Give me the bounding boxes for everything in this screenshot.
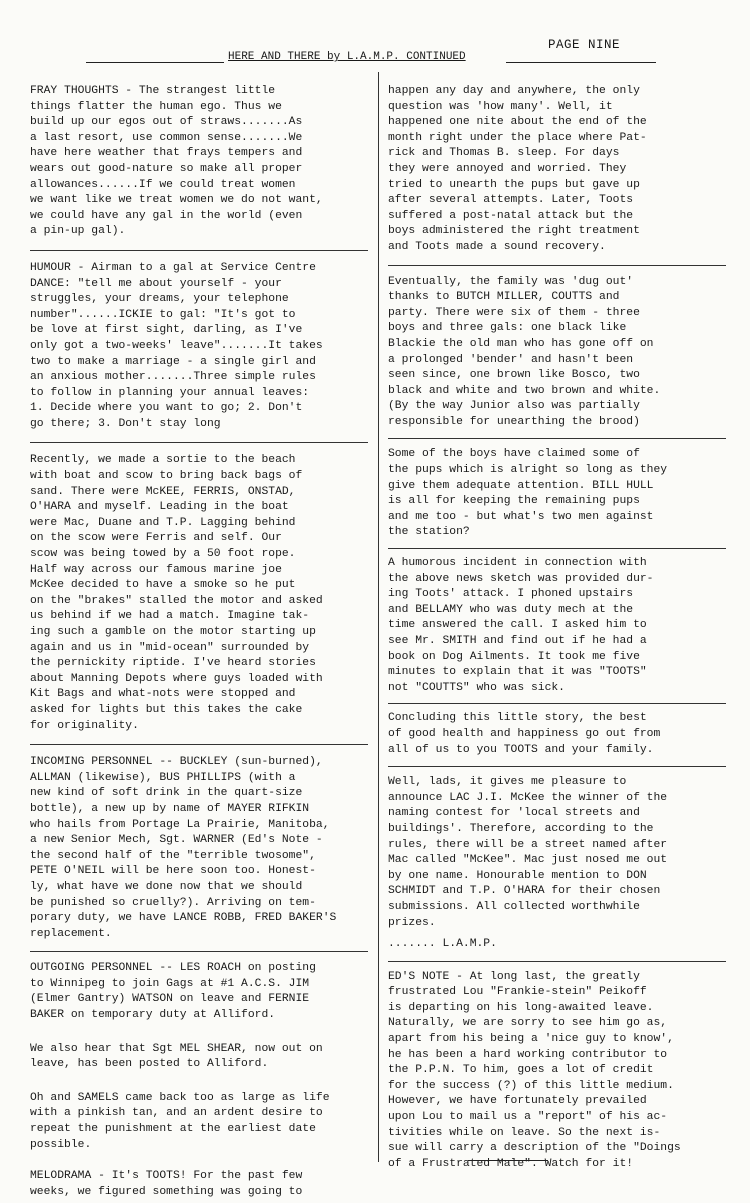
section-rule (388, 766, 726, 767)
article-paragraph: OUTGOING PERSONNEL -- LES ROACH on posting to Winnipeg to join Gags at #1 A.C.S. JIM (Elmer Gantry) WATSON on leave and FERNIE BAKER on temporary duty at Alliford. (30, 962, 316, 1022)
section-rule (388, 265, 726, 266)
article-paragraph: Some of the boys have claimed some of the pups which is alright so long as they give them adequate attention. BILL HULL is all for keeping the remaining pups and me too - but what's two men against the station? (388, 448, 668, 539)
article-paragraph: MELODRAMA - It's TOOTS! For the past few weeks, we figured something was going to (30, 1170, 303, 1198)
section-rule (388, 961, 726, 962)
article-paragraph: INCOMING PERSONNEL -- BUCKLEY (sun-burned), ALLMAN (likewise), BUS PHILLIPS (with a new kind of soft drink in the quart-size bottle), a new up by name of MAYER RIFKIN who hails from Portage La Prairie, Manitoba, a new Senior Mech, Sgt. WARNER (Ed's Note - the second half of the "terrible twosome", PETE O'NEIL will be here soon too. Honest- ly, what have we done now that we should be punished so cruelly?). Arriving on tem- porary duty, we have LANCE ROBB, FRED BAKER'S replacement. (30, 756, 337, 940)
bottom-rule (468, 1160, 548, 1161)
page-number: PAGE NINE (548, 38, 621, 52)
section-rule (30, 442, 368, 443)
article-paragraph: FRAY THOUGHTS - The strangest little things flatter the human ego. Thus we build up our egos out of straws.......As a last resort, use common sense.......We have here weather that frays tempers and wears out good-nature so make all proper allowances......If we could treat women we want like we treat women we do not want, we could have any gal in the world (even a pin-up gal). (30, 85, 323, 238)
section-rule (388, 703, 726, 704)
article-paragraph: Concluding this little story, the best of good health and happiness go out from all of us to you TOOTS and your family. (388, 712, 661, 756)
article-paragraph: Oh and SAMELS came back too as large as life with a pinkish tan, and an ardent desire to repeat the punishment at the earliest date possible. (30, 1091, 330, 1151)
page-header: HERE AND THERE by L.A.M.P. CONTINUED (228, 51, 466, 63)
article-paragraph: happen any day and anywhere, the only question was 'how many'. Well, it happened one nite about the end of the month right under the place where Pat- rick and Thomas B. sleep. For days they were annoyed and worried. They tried to unearth the pups but gave up after several attempts. Later, Toots suffered a post-natal attack but the boys administered the right treatment and Toots made a sound recovery. (388, 85, 647, 253)
article-paragraph: ....... L.A.M.P. (388, 938, 497, 951)
article-paragraph: HUMOUR - Airman to a gal at Service Centre DANCE: "tell me about yourself - your struggles, your dreams, your telephone number"......ICKIE to gal: "It's got to be love at first sight, darling, as I've only got a two-weeks' leave".......It takes two to make a marriage - a single girl and an anxious mother.......Three simple rules to follow in planning your annual leaves: 1. Decide where you want to go; 2. Don't go there; 3. Don't stay long (30, 261, 323, 430)
column-divider (378, 72, 379, 1162)
section-rule (30, 250, 368, 251)
left-column (30, 84, 368, 1200)
header-rule-left (86, 62, 224, 63)
section-rule (388, 438, 726, 439)
article-paragraph: We also hear that Sgt MEL SHEAR, now out on leave, has been posted to Alliford. (30, 1042, 323, 1071)
section-rule (30, 744, 368, 745)
article-paragraph: Recently, we made a sortie to the beach with boat and scow to bring back bags of sand. There were McKEE, FERRIS, ONSTAD, O'HARA and myself. Leading in the boat were Mac, Duane and T.P. Lagging behind on the scow were Ferris and self. Our scow was being towed by a 50 foot rope. Half way across our famous marine joe McKee decided to have a smoke so he put on the "brakes" stalled the motor and asked us behind if we had a match. Imagine tak- ing such a gamble on the motor starting up again and us in "mid-ocean" surrounded by the pernickity riptide. I've heard stories about Manning Depots where guys loaded with Kit Bags and what-nots were stopped and asked for lights but this takes the cake for originality. (30, 454, 323, 732)
right-column (388, 84, 726, 1172)
section-rule (30, 951, 368, 952)
article-paragraph: ED'S NOTE - At long last, the greatly frustrated Lou "Frankie-stein" Peikoff is departing on his long-awaited leave. Naturally, we are sorry to see him go as, apart from his being a 'nice guy to know', he has been a hard working contributor to the P.P.N. To him, goes a lot of credit for the success (?) of this little medium. However, we have fortunately prevailed upon Lou to mail us a "report" of his ac- tivities while on leave. So the next is- sue will carry a description of the "Doings of a Frustrated Male". Watch for it! (388, 970, 681, 1170)
header-rule-right (506, 62, 656, 63)
article-paragraph: Eventually, the family was 'dug out' thanks to BUTCH MILLER, COUTTS and party. There were six of them - three boys and three gals: one black like Blackie the old man who has gone off on a prolonged 'bender' and hasn't been seen since, one brown like Bosco, two black and white and two brown and white. (By the way Junior also was partially responsible for unearthing the brood) (388, 275, 661, 428)
article-paragraph: A humorous incident in connection with the above news sketch was provided dur- ing Toots' attack. I phoned upstairs and BELLAMY who was duty mech at the time answered the call. I asked him to see Mr. SMITH and find out if he had a book on Dog Ailments. It took me five minutes to explain that it was "TOOTS" not "COUTTS" who was sick. (388, 557, 654, 694)
section-rule (388, 548, 726, 549)
article-paragraph: Well, lads, it gives me pleasure to announce LAC J.I. McKee the winner of the naming contest for 'local streets and buildings'. Therefore, according to the rules, there will be a street named after Mac called "McKee". Mac just nosed me out by one name. Honourable mention to DON SCHMIDT and T.P. O'HARA for their chosen submissions. All collected worthwhile prizes. (388, 776, 668, 929)
